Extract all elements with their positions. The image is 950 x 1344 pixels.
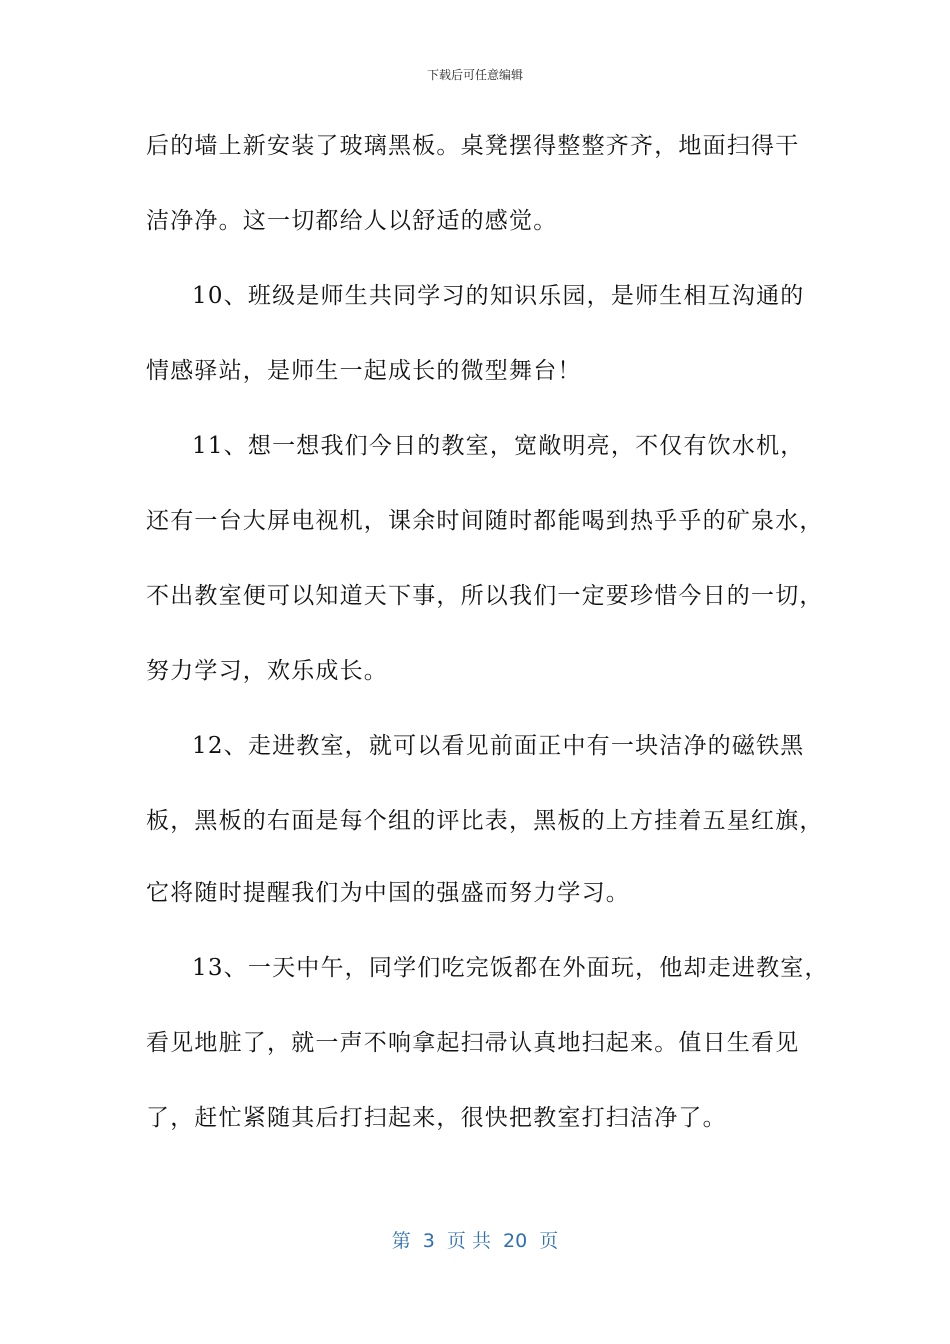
text-line: 板，黑板的右面是每个组的评比表，黑板的上方挂着五星红旗， xyxy=(146,808,824,834)
paragraph-start-13: 13、一天中午，同学们吃完饭都在外面玩，他却走进教室， xyxy=(192,955,829,981)
text-line: 不出教室便可以知道天下事，所以我们一定要珍惜今日的一切， xyxy=(146,583,824,609)
paragraph-start-10: 10、班级是师生共同学习的知识乐园，是师生相互沟通的 xyxy=(192,283,805,309)
text-line: 洁净净。这一切都给人以舒适的感觉。 xyxy=(146,208,558,234)
text-line: 情感驿站，是师生一起成长的微型舞台！ xyxy=(146,358,582,384)
header-note: 下载后可任意编辑 xyxy=(426,68,523,82)
text-line: 后的墙上新安装了玻璃黑板。桌凳摆得整整齐齐，地面扫得干 xyxy=(146,133,800,159)
paragraph-start-11: 11、想一想我们今日的教室，宽敞明亮，不仅有饮水机， xyxy=(192,433,805,459)
text-line: 努力学习，欢乐成长。 xyxy=(146,658,388,684)
text-line: 了，赶忙紧随其后打扫起来，很快把教室打扫洁净了。 xyxy=(146,1105,727,1131)
text-line: 它将随时提醒我们为中国的强盛而努力学习。 xyxy=(146,880,630,906)
text-line: 还有一台大屏电视机，课余时间随时都能喝到热乎乎的矿泉水， xyxy=(146,508,824,534)
paragraph-start-12: 12、走进教室，就可以看见前面正中有一块洁净的磁铁黑 xyxy=(192,733,805,759)
text-line: 看见地脏了，就一声不响拿起扫帚认真地扫起来。值日生看见 xyxy=(146,1030,800,1056)
page-number-footer: 第 3 页 共 20 页 xyxy=(391,1230,559,1252)
